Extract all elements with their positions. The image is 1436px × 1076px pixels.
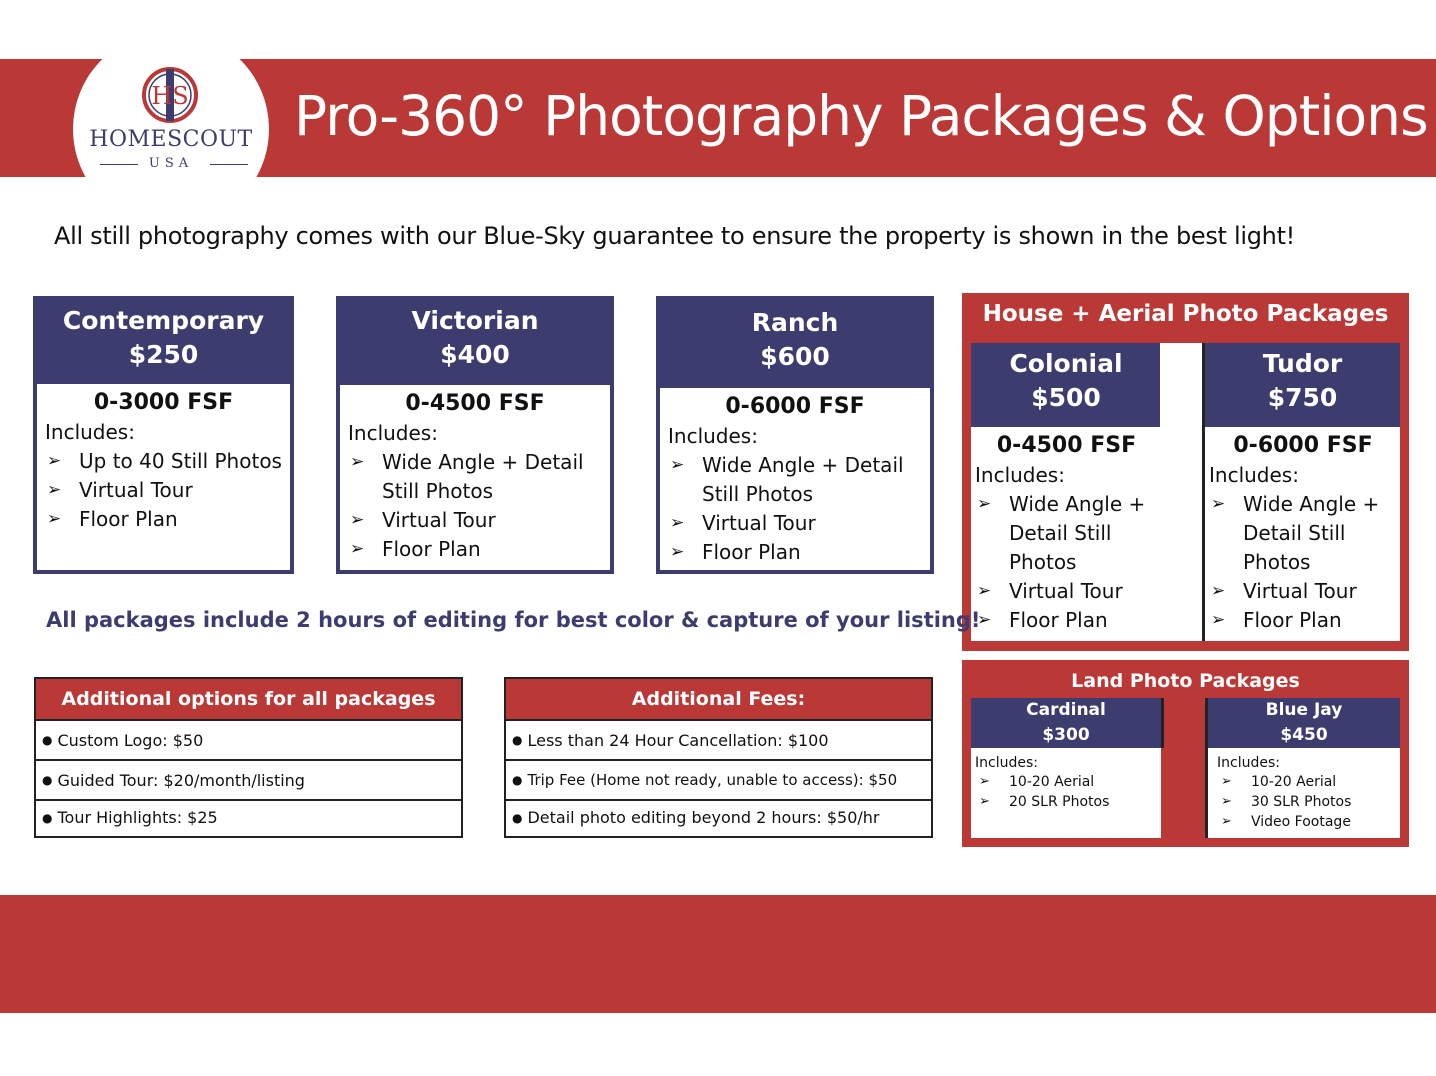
fees-title: Additional Fees: xyxy=(506,679,931,721)
homescout-logo-icon xyxy=(142,67,198,123)
package-colonial xyxy=(971,343,1160,641)
package-items xyxy=(348,448,602,564)
list-item: ➢ Wide Angle + Detail Still Photos xyxy=(350,450,584,503)
list-item: ➢ Virtual Tour xyxy=(668,509,922,538)
table-row: ● Custom Logo: $50 xyxy=(36,721,461,761)
list-item: ➢ 30 SLR Photos xyxy=(1221,794,1352,810)
package-victorian xyxy=(336,296,614,574)
logo-name: HOMESCOUT xyxy=(89,127,253,152)
arrow-bullet-icon: ➢ xyxy=(350,452,365,472)
package-header xyxy=(1208,698,1400,748)
arrow-bullet-icon: ➢ xyxy=(670,455,685,475)
package-header xyxy=(971,698,1164,748)
arrow-bullet-icon: ➢ xyxy=(1221,794,1232,809)
package-items xyxy=(668,451,922,567)
list-item: ➢ Floor Plan xyxy=(45,505,282,534)
list-item: ➢ Floor Plan xyxy=(975,606,1158,635)
package-items xyxy=(975,490,1158,635)
aerial-divider xyxy=(1160,343,1202,641)
list-item: ➢ Floor Plan xyxy=(1209,606,1397,635)
package-fsf: 0-4500 FSF xyxy=(996,433,1137,458)
package-contemporary xyxy=(33,296,294,574)
package-price: $450 xyxy=(1280,725,1328,745)
bullet-icon: ● xyxy=(512,773,523,787)
package-name: Cardinal xyxy=(1026,700,1106,720)
list-item: ➢ Wide Angle + Detail Still Photos xyxy=(977,492,1146,574)
land-packages xyxy=(962,660,1409,847)
arrow-bullet-icon: ➢ xyxy=(350,539,365,559)
arrow-bullet-icon: ➢ xyxy=(47,509,62,529)
arrow-bullet-icon: ➢ xyxy=(977,494,992,514)
package-name: Victorian xyxy=(411,306,539,335)
package-includes: Includes: xyxy=(45,420,135,444)
land-title: Land Photo Packages xyxy=(1071,670,1300,692)
list-item: ➢ 10-20 Aerial xyxy=(1221,774,1337,790)
arrow-bullet-icon: ➢ xyxy=(1211,581,1226,601)
package-includes: Includes: xyxy=(668,424,758,448)
list-item: ➢ Floor Plan xyxy=(668,538,922,567)
arrow-bullet-icon: ➢ xyxy=(47,480,62,500)
logo-line-right xyxy=(210,164,248,165)
package-includes: Includes: xyxy=(975,463,1065,487)
package-name: Tudor xyxy=(1262,349,1343,378)
package-includes: Includes: xyxy=(348,421,438,445)
package-header xyxy=(1205,343,1400,427)
list-item: ➢ 10-20 Aerial xyxy=(979,774,1095,790)
package-includes: Includes: xyxy=(1217,755,1280,771)
package-fsf: 0-3000 FSF xyxy=(93,390,234,415)
list-item: ➢ Virtual Tour xyxy=(348,506,602,535)
arrow-bullet-icon: ➢ xyxy=(670,513,685,533)
list-item: ➢ Virtual Tour xyxy=(1209,577,1397,606)
list-item: ➢ 20 SLR Photos xyxy=(979,794,1110,810)
list-item: ➢ Floor Plan xyxy=(348,535,602,564)
table-row: ● Trip Fee (Home not ready, unable to access): $50 xyxy=(506,761,931,801)
bullet-icon: ● xyxy=(42,773,53,787)
arrow-bullet-icon: ➢ xyxy=(1221,774,1232,789)
fees-table xyxy=(504,677,933,838)
arrow-bullet-icon: ➢ xyxy=(977,581,992,601)
arrow-bullet-icon: ➢ xyxy=(979,794,990,809)
logo-sub: USA xyxy=(148,156,194,171)
package-tudor xyxy=(1202,343,1400,641)
package-fsf: 0-6000 FSF xyxy=(1233,433,1373,458)
package-price: $600 xyxy=(760,342,830,371)
arrow-bullet-icon: ➢ xyxy=(977,610,992,630)
arrow-bullet-icon: ➢ xyxy=(1211,494,1226,514)
arrow-bullet-icon: ➢ xyxy=(670,542,685,562)
bullet-icon: ● xyxy=(42,810,53,825)
package-price: $300 xyxy=(1042,725,1090,745)
editing-note: All packages include 2 hours of editing for best color & capture of your listing! xyxy=(46,608,981,632)
page-title: Pro-360° Photography Packages & Options xyxy=(294,84,1428,148)
package-price: $500 xyxy=(1031,383,1101,412)
package-body xyxy=(1217,754,1399,832)
table-row: ● Tour Highlights: $25 xyxy=(42,808,218,827)
package-body xyxy=(975,754,1157,812)
bullet-icon: ● xyxy=(512,810,523,825)
package-fsf: 0-4500 FSF xyxy=(405,391,545,416)
package-price: $750 xyxy=(1267,383,1338,412)
package-body xyxy=(1209,431,1397,635)
arrow-bullet-icon: ➢ xyxy=(47,451,62,471)
footer-bar xyxy=(0,895,1436,1013)
package-items xyxy=(975,772,1157,812)
package-body xyxy=(660,388,930,567)
list-item: ➢ Wide Angle + Detail Still Photos xyxy=(670,453,904,506)
bullet-icon: ● xyxy=(512,733,523,747)
package-items xyxy=(1217,772,1399,832)
bullet-icon: ● xyxy=(42,733,53,747)
aerial-title: House + Aerial Photo Packages xyxy=(982,301,1389,327)
list-item: ➢ Virtual Tour xyxy=(975,577,1158,606)
arrow-bullet-icon: ➢ xyxy=(1221,814,1232,829)
package-header xyxy=(971,343,1164,427)
package-blue-jay xyxy=(1205,698,1400,838)
aerial-packages xyxy=(962,293,1409,651)
package-header xyxy=(37,300,290,384)
package-includes: Includes: xyxy=(975,755,1038,771)
package-includes: Includes: xyxy=(1209,463,1299,487)
package-price: $250 xyxy=(128,340,199,369)
package-fsf: 0-6000 FSF xyxy=(725,394,865,419)
package-items xyxy=(1209,490,1397,635)
package-body xyxy=(975,431,1158,635)
options-title: Additional options for all packages xyxy=(36,679,461,721)
package-name: Blue Jay xyxy=(1265,700,1343,720)
table-row: ● Less than 24 Hour Cancellation: $100 xyxy=(506,721,931,761)
package-price: $400 xyxy=(440,340,510,369)
arrow-bullet-icon: ➢ xyxy=(1211,610,1226,630)
table-row: ● Guided Tour: $20/month/listing xyxy=(36,761,461,801)
package-name: Ranch xyxy=(751,308,839,337)
package-body xyxy=(340,385,610,564)
list-item: ➢ Virtual Tour xyxy=(45,476,282,505)
package-name: Colonial xyxy=(1009,349,1123,378)
list-item: ➢ Up to 40 Still Photos xyxy=(45,447,282,476)
package-name: Contemporary xyxy=(62,306,265,335)
table-row: ● Detail photo editing beyond 2 hours: $50/hr xyxy=(512,808,880,827)
package-ranch xyxy=(656,296,934,574)
package-body xyxy=(37,384,290,534)
arrow-bullet-icon: ➢ xyxy=(350,510,365,530)
package-cardinal xyxy=(971,698,1161,838)
package-header xyxy=(340,300,610,385)
tagline: All still photography comes with our Blue-Sky guarantee to ensure the property is shown in the best light! xyxy=(54,222,1295,250)
package-header xyxy=(660,300,930,388)
logo-monogram: HS xyxy=(151,82,189,110)
options-table xyxy=(34,677,463,838)
arrow-bullet-icon: ➢ xyxy=(979,774,990,789)
list-item: ➢ Video Footage xyxy=(1221,814,1351,830)
list-item: ➢ Wide Angle + Detail Still Photos xyxy=(1211,492,1380,574)
package-items xyxy=(45,447,282,534)
